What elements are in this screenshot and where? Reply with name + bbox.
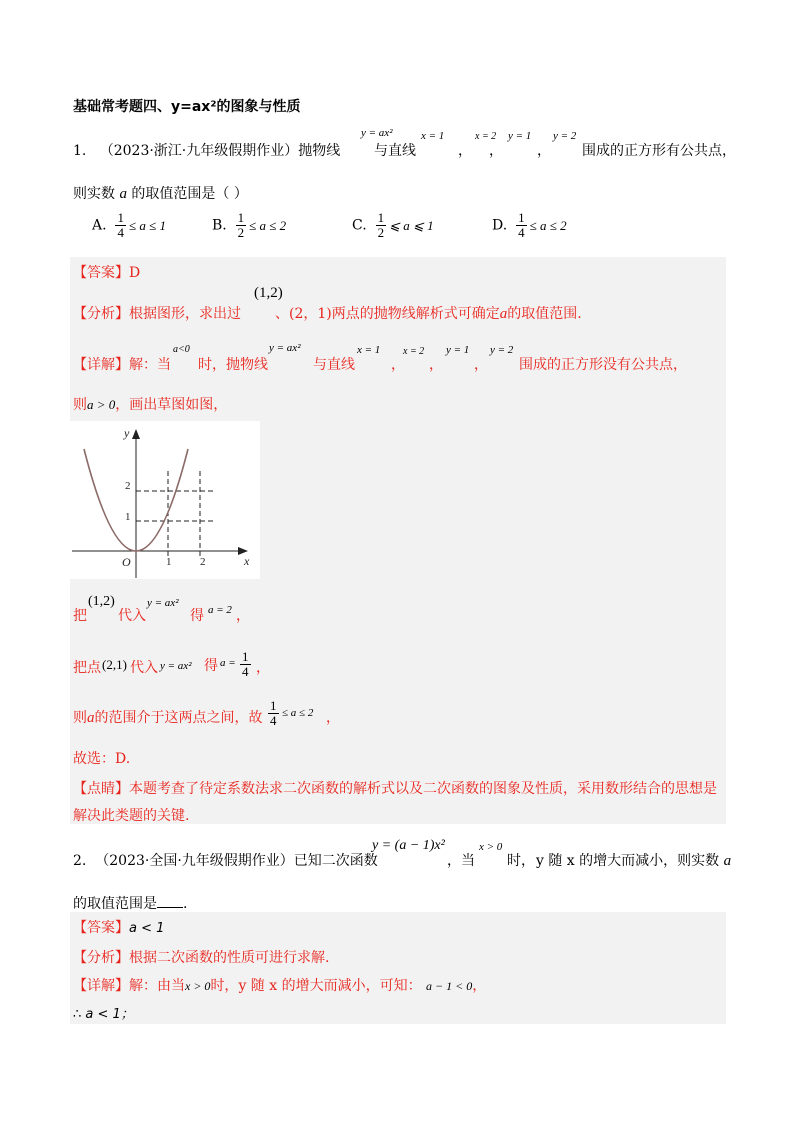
- tick-y-2: 2: [125, 480, 131, 492]
- q2-text-d: y 随 x 的增大而减小，则实数 a: [536, 853, 732, 869]
- q1-step2-eq: y = ax²: [160, 660, 192, 672]
- q1-step3-rel: ≤ a ≤ 2: [282, 707, 314, 719]
- q2-cond: x > 0: [479, 841, 503, 853]
- q1-step2-a: 把点: [73, 660, 101, 676]
- q1-comment-1: 【点睛】本题考查了待定系数法求二次函数的解析式以及二次函数的图象及性质，采用数形结合的思想是: [73, 781, 717, 797]
- tick-x-2: 2: [200, 556, 206, 568]
- x-axis-label: x: [244, 554, 250, 568]
- q1-step2-res: a =: [220, 657, 236, 669]
- q1-option-a: A. $\frac{1}{4}$ ≤ a ≤ 1: [92, 210, 166, 240]
- q1-option-d: D. $\frac{1}{4}$ ≤ a ≤ 2: [492, 210, 567, 240]
- q1-line2: [73, 183, 248, 203]
- q1-step1-b: 代入: [118, 608, 146, 624]
- q1-text-c: 围成的正方形有公共点，: [582, 143, 736, 159]
- parabola-graph: [70, 421, 260, 579]
- q1-detail-l4: y = 2: [490, 344, 514, 356]
- q1-choose: 故选：D.: [73, 751, 131, 767]
- q1-step1-pt: (1,2): [88, 594, 115, 609]
- q1-step2-c: 得: [204, 658, 218, 674]
- q1-answer-value: D: [129, 265, 141, 281]
- q1-option-c: C. $\frac{1}{2}$ ⩽ a ⩽ 1: [352, 210, 434, 240]
- q1-text-b: 与直线: [374, 143, 416, 159]
- q1-step3-frac: $\frac{1}{4}$: [270, 698, 277, 728]
- q1-line2-text: 则实数: [73, 186, 115, 202]
- tick-y-1: 1: [125, 511, 131, 523]
- q1-detail-l2: x = 2: [403, 346, 425, 357]
- q1-analysis-a: 【分析】根据图形，求出过: [73, 306, 241, 322]
- q1-number: 1.: [73, 143, 87, 159]
- q1-answer: [73, 262, 140, 282]
- q1-detail-cond: a<0: [173, 344, 190, 355]
- q1-step2-pt: (2,1): [102, 657, 127, 672]
- q2-detail: 【详解】解：由当x > 0时，y 随 x 的增大而减小，可知： a − 1 < 0，: [73, 978, 487, 994]
- q1-detail-a: 【详解】解：当: [73, 357, 171, 373]
- q1-analysis-pt: (1,2): [254, 285, 283, 301]
- q1-step1-eq: y = ax²: [147, 597, 179, 609]
- q1-line1: [73, 140, 340, 160]
- q1-step3-a: 则a的范围介于这两点之间，故: [73, 710, 263, 726]
- q1-detail-l3: y = 1: [446, 344, 470, 356]
- y-axis-label: y: [124, 426, 130, 440]
- q2-blank: [157, 895, 183, 908]
- tick-x-1: 1: [166, 556, 172, 568]
- q1-step2-b: 代入: [130, 660, 158, 676]
- q1-step2-frac: $\frac{1}{4}$: [242, 649, 249, 679]
- q2-line1: 2. （2023·全国·九年级假期作业）已知二次函数: [73, 853, 378, 869]
- q1-step1-res: a = 2: [208, 604, 232, 616]
- q1-curve: y = ax²: [361, 127, 393, 139]
- q2-solution-box: [70, 912, 726, 1024]
- q2-func: y = (a − 1)x²: [372, 838, 445, 853]
- q1-line-x2: x = 2: [475, 131, 497, 142]
- q2-analysis: 【分析】根据二次函数的性质可进行求解.: [73, 950, 330, 966]
- q1-comment-2: 解决此类题的关键.: [73, 808, 190, 824]
- q1-step1-a: 把: [73, 608, 87, 624]
- q1-step1-c: 得: [190, 608, 204, 624]
- q2-conclusion: ∴ a < 1；: [73, 1007, 134, 1022]
- q1-text-a: 抛物线: [298, 143, 341, 159]
- q1-detail-c: 与直线: [313, 357, 355, 373]
- q1-source: （2023·浙江·九年级假期作业）: [99, 143, 299, 159]
- q1-detail-curve: y = ax²: [269, 342, 301, 354]
- q1-line-y1: y = 1: [508, 130, 532, 142]
- q2-line2: 的取值范围是 .: [73, 896, 188, 912]
- q1-line-x1: x = 1: [421, 130, 445, 142]
- q1-analysis-b: 、(2，1)两点的抛物线解析式可确定a的取值范围.: [275, 306, 582, 322]
- section-title: 基础常考题四、y=ax²的图象与性质: [73, 99, 301, 115]
- q1-detail-l1: x = 1: [357, 344, 381, 356]
- q1-answer-tag: 【答案】: [73, 265, 129, 281]
- q1-option-b: B. $\frac{1}{2}$ ≤ a ≤ 2: [212, 210, 287, 240]
- q1-detail-b: 时，抛物线: [198, 357, 268, 373]
- q1-line2b: 的取值范围是（ ）: [131, 186, 248, 202]
- q2-answer: 【答案】a < 1: [73, 920, 165, 936]
- q1-detail-e: 则a > 0，画出草图如图，: [73, 397, 228, 413]
- q1-var: a: [119, 186, 127, 202]
- q1-detail-d: 围成的正方形没有公共点，: [519, 357, 687, 373]
- q1-line-y2: y = 2: [553, 130, 577, 142]
- origin-label: O: [122, 555, 131, 569]
